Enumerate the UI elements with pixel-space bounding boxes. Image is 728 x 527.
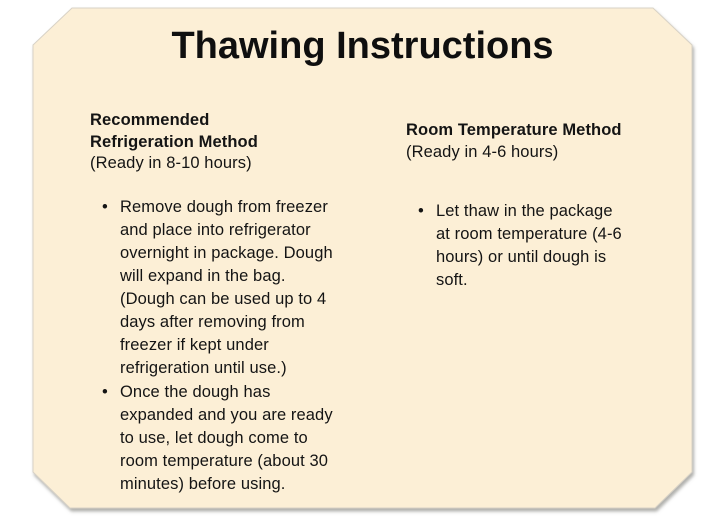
refrigeration-method-ready-time: (Ready in 8-10 hours) [90,154,252,172]
bullet-item: • Once the dough has expanded and you are ready to use, let dough come to room temperature (about 30 minutes) before using. [90,381,334,496]
room-temperature-bullet-list [406,200,630,292]
page-title: Thawing Instructions [171,25,554,67]
refrigeration-bullet-list [90,196,334,496]
room-temperature-method-ready-time: (Ready in 4-6 hours) [406,142,559,161]
instruction-card [33,8,692,508]
bullet-item: • Let thaw in the package at room temperature (4-6 hours) or until dough is soft. [406,200,630,292]
refrigeration-method-heading: Recommended Refrigeration Method [90,111,258,151]
card-content [33,8,692,508]
bullet-item: • Remove dough from freezer and place into refrigerator overnight in package. Dough will expand in the bag. (Dough can be used up to 4 days after removing from freezer if kept under refrigeration until use.) [90,196,334,380]
method-columns [33,110,692,496]
room-temperature-method-heading: Room Temperature Method [406,121,622,139]
column-room-temperature-method [406,110,668,496]
column-refrigeration-method [90,110,362,496]
